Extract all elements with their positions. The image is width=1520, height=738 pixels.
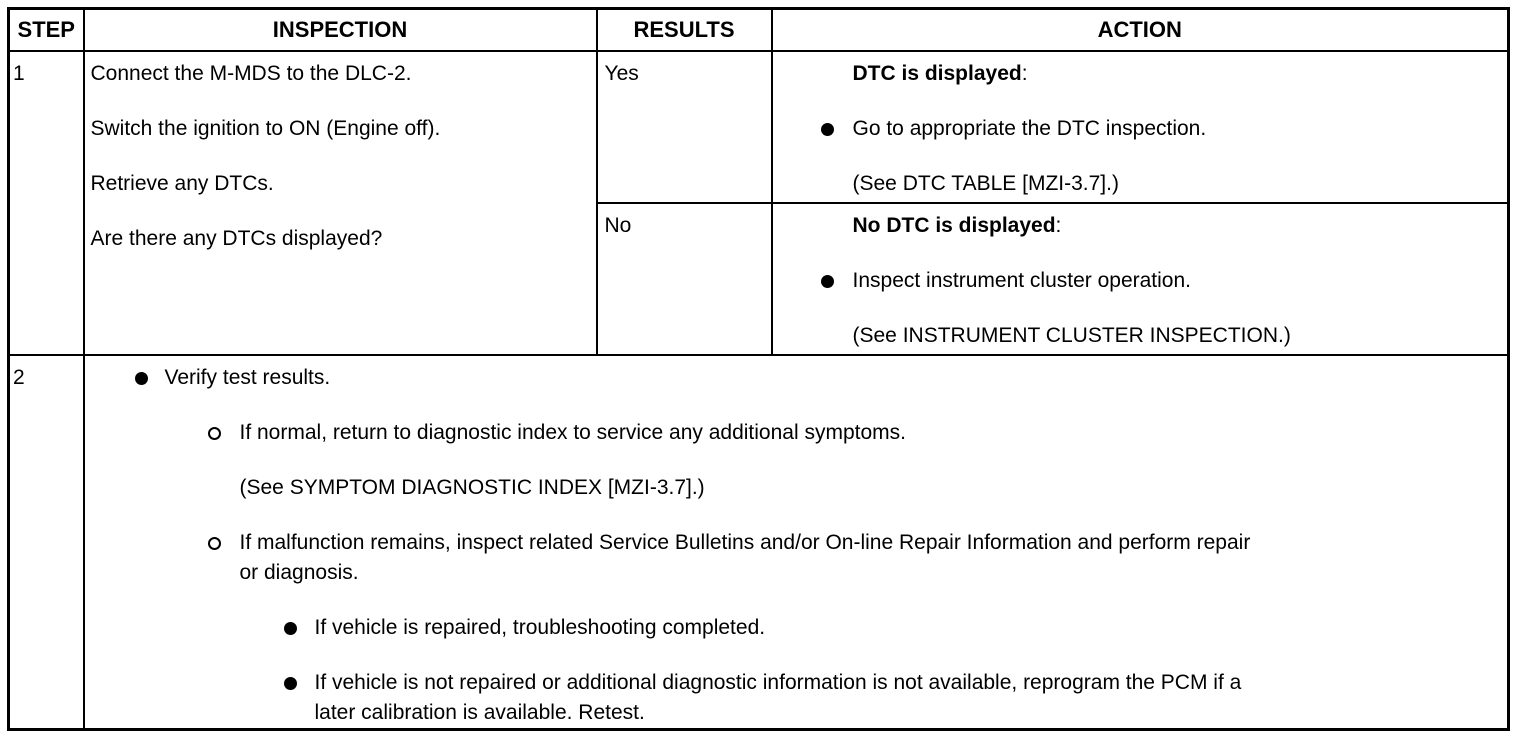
step1-number: 1: [13, 62, 25, 85]
no-action-heading: No DTC is displayed:: [852, 214, 1062, 237]
step2-content-cell: [84, 355, 1509, 730]
bullet-dot-icon: [135, 372, 148, 385]
step1-inspection-line-4: Are there any DTCs displayed?: [90, 227, 383, 250]
step1-inspection-cell: [84, 51, 597, 355]
results-divider: [596, 202, 773, 204]
troubleshooting-table: [7, 7, 1510, 731]
step1-inspection-line-1: Connect the M-MDS to the DLC-2.: [90, 62, 412, 85]
header-inspection: INSPECTION: [84, 9, 597, 52]
yes-action-heading: DTC is displayed:: [852, 62, 1028, 85]
step1-number-cell: [9, 51, 84, 355]
step2-row: [9, 355, 1509, 730]
step1-action-cell: [772, 51, 1509, 355]
step2-not-repaired-line-1: If vehicle is not repaired or additional diagnostic information is not available, reprogram the PCM if a: [314, 671, 1242, 694]
step1-results-cell: [597, 51, 772, 355]
no-action-reference: (See INSTRUMENT CLUSTER INSPECTION.): [852, 324, 1291, 347]
step2-normal-ref: (See SYMPTOM DIAGNOSTIC INDEX [MZI-3.7].): [239, 476, 705, 499]
step2-repaired: If vehicle is repaired, troubleshooting completed.: [314, 616, 766, 639]
result-yes: Yes: [604, 62, 639, 85]
bullet-dot-icon: [821, 275, 834, 288]
yes-action-bullet: Go to appropriate the DTC inspection.: [852, 117, 1207, 140]
step2-number-cell: [9, 355, 84, 730]
step2-malfunction-line-2: or diagnosis.: [239, 561, 359, 584]
header-row: [9, 9, 1509, 52]
step2-malfunction-line-1: If malfunction remains, inspect related Service Bulletins and/or On-line Repair Information and perform repair: [239, 531, 1251, 554]
step1-inspection-line-2: Switch the ignition to ON (Engine off).: [90, 117, 441, 140]
step2-normal: If normal, return to diagnostic index to service any additional symptoms.: [239, 421, 906, 444]
bullet-dot-icon: [821, 123, 834, 136]
bullet-circle-icon: [208, 427, 221, 440]
yes-action-reference: (See DTC TABLE [MZI-3.7].): [852, 172, 1119, 195]
action-divider: [771, 202, 1510, 204]
step1-inspection-line-3: Retrieve any DTCs.: [90, 172, 274, 195]
bullet-dot-icon: [284, 622, 297, 635]
no-action-bullet: Inspect instrument cluster operation.: [852, 269, 1192, 292]
header-step: STEP: [9, 9, 84, 52]
bullet-circle-icon: [208, 537, 221, 550]
step2-number: 2: [13, 366, 25, 389]
step1-row: [9, 51, 1509, 355]
bullet-dot-icon: [284, 677, 297, 690]
header-action: ACTION: [772, 9, 1509, 52]
step2-not-repaired-line-2: later calibration is available. Retest.: [314, 701, 645, 724]
result-no: No: [604, 214, 632, 237]
header-results: RESULTS: [597, 9, 772, 52]
step2-verify: Verify test results.: [164, 366, 331, 389]
